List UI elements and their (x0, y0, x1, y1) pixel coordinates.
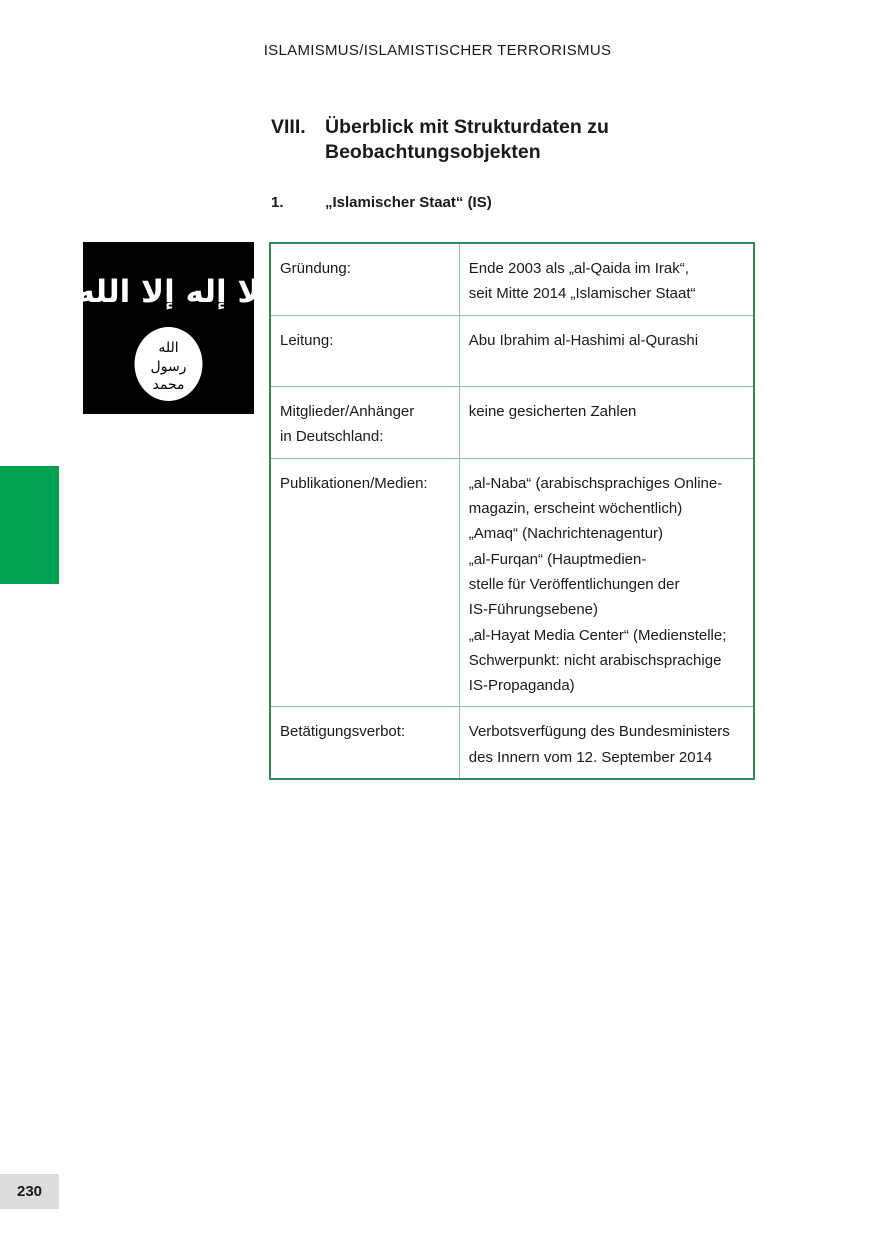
table-value-line: „al-Hayat Media Center“ (Medienstelle; (468, 626, 727, 644)
table-row (270, 387, 754, 459)
chapter-color-tab (0, 466, 59, 584)
table-value-line: IS-Führungsebene) (468, 601, 599, 619)
table-value-cell (459, 243, 754, 315)
running-header: ISLAMISMUS/ISLAMISTISCHER TERRORISMUS (263, 42, 612, 59)
page-number: 230 (0, 1174, 59, 1209)
table-value-line: magazin, erscheint wöchentlich) (468, 500, 683, 518)
table-label-cell (270, 458, 459, 707)
table-label: Publikationen/Medien: (280, 474, 428, 492)
table-label: Betätigungsverbot: (280, 723, 406, 741)
table-value-line: „Amaq“ (Nachrichtenagentur) (468, 525, 664, 543)
table-value-cell (459, 387, 754, 459)
table-value-cell (459, 707, 754, 779)
table-value-line: „al-Furqan“ (Hauptmedien- (468, 550, 647, 568)
subsection-number: 1. (271, 194, 284, 211)
flag-seal-text: الله (158, 340, 179, 356)
table-label-cell (270, 707, 459, 779)
table-value-line: stelle für Veröffentlichungen der (468, 575, 680, 593)
table-value-line: keine gesicherten Zahlen (468, 403, 637, 421)
table-value-line (469, 353, 744, 378)
table-label: Gründung: (280, 260, 351, 277)
table-value-line: Verbotsverfügung des Bundesministers (468, 723, 730, 741)
table-value-line: Ende 2003 als „al-Qaida im Irak“, (468, 260, 689, 277)
table-value-line: IS-Propaganda) (468, 677, 575, 695)
table-label-cell (270, 315, 459, 387)
flag-graphic (83, 242, 254, 414)
table-value-line: Abu Ibrahim al-Hashimi al-Qurashi (468, 331, 699, 349)
flag-seal-text: رسول (150, 359, 187, 375)
structure-data-table (269, 242, 755, 780)
table-value-cell (459, 458, 754, 707)
section-title (325, 115, 685, 165)
table-row (270, 243, 754, 315)
flag-seal-text: محمد (152, 377, 185, 393)
table-label-cell (270, 243, 459, 315)
section-number: VIII. (271, 116, 306, 138)
table-value-line: „al-Naba“ (arabischsprachiges Online- (468, 474, 723, 492)
subsection-title: „Islamischer Staat“ (IS) (325, 194, 492, 211)
table-row (270, 707, 754, 779)
table-row (270, 315, 754, 387)
table-row (270, 458, 754, 707)
table-value-line: Schwerpunkt: nicht arabischsprachige (468, 651, 722, 669)
table-label-cell (270, 387, 459, 459)
table-value-cell (459, 315, 754, 387)
is-flag-image (83, 242, 254, 414)
table-label: Leitung: (280, 331, 334, 349)
table-value-line: seit Mitte 2014 „Islamischer Staat“ (468, 285, 696, 303)
section-title-line: Überblick mit Strukturdaten zu (325, 116, 609, 138)
table-value-line: des Innern vom 12. September 2014 (468, 748, 713, 766)
section-title-line: Beobachtungsobjekten (325, 141, 541, 163)
table-label: Mitglieder/Anhänger (280, 403, 415, 421)
flag-top-text: لا إله إلا الله (83, 274, 254, 310)
table-label: in Deutschland: (280, 428, 384, 446)
